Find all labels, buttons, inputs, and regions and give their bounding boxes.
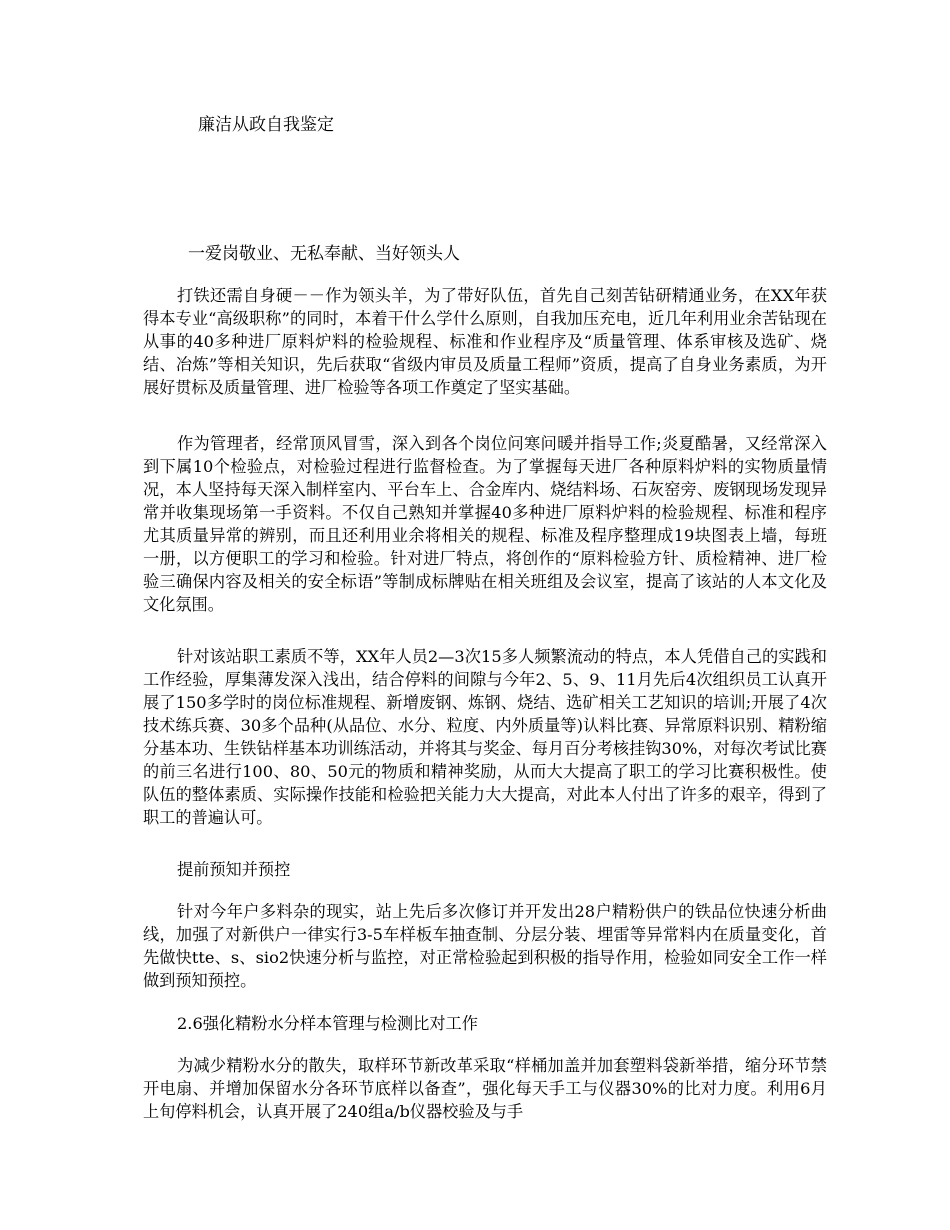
paragraph-staff-training: 针对该站职工素质不等，XX年人员2—3次15多人频繁流动的特点，本人凭借自己的实践和工作经验，厚集薄发深入浅出，结合停料的间隙与今年2、5、9、11月先后4次组织员工认真开展了150多学时的岗位标准规程、新增废钢、炼钢、烧结、选矿相关工艺知识的培训;开展了4次技术练兵赛、30多个品种(从品位、水分、粒度、内外质量等)认料比赛、异常原料识别、精粉缩分基本功、生铁钻样基本功训练活动，并将其与奖金、每月百分考核挂钩30%，对每次考试比赛的前三名进行100、80、50元的物质和精神奖励，从而大大提高了职工的学习比赛积极性。使队伍的整体素质、实际操作技能和检验把关能力大大提高，对此本人付出了许多的艰辛，得到了职工的普遍认可。 bbox=[143, 647, 827, 827]
document-title: 廉洁从政自我鉴定 bbox=[198, 115, 334, 135]
paragraph-moisture-sample: 为减少精粉水分的散失，取样环节新改革采取“样桶加盖并加套塑料袋新举措，缩分环节禁开电扇、并增加保留水分各环节底样以备查”，强化每天手工与仪器30%的比对力度。利用6月上旬停料机会，认真开展了240组a/b仪器校验及与手 bbox=[143, 1056, 827, 1121]
subheading-moisture-sample: 2.6强化精粉水分样本管理与检测比对工作 bbox=[177, 1014, 478, 1033]
paragraph-management: 作为管理者，经常顶风冒雪，深入到各个岗位问寒问暖并指导工作;炎夏酷暑，又经常深入到下属10个检验点，对检验过程进行监督检查。为了掌握每天进厂各种原料炉料的实物质量情况，本人坚持每天深入制样室内、平台车上、合金库内、烧结料场、石灰窑旁、废钢现场发现异常并收集现场第一手资料。不仅自己熟知并掌握40多种进厂原料炉料的检验规程、标准和程序尤其质量异常的辨别，而且还利用业余将相关的规程、标准及程序整理成19块图表上墙，每班一册，以方便职工的学习和检验。针对进厂特点，将创作的“原料检验方针、质检精神、进厂检验三确保内容及相关的安全标语”等制成标牌贴在相关班组及会议室，提高了该站的人本文化及文化氛围。 bbox=[143, 434, 827, 614]
subheading-prediction: 提前预知并预控 bbox=[177, 860, 291, 879]
section-heading: 一爱岗敬业、无私奉献、当好领头人 bbox=[188, 244, 460, 264]
paragraph-prediction: 针对今年户多料杂的现实，站上先后多次修订并开发出28户精粉供户的铁品位快速分析曲线，加强了对新供户一律实行3-5车样板车抽查制、分层分装、埋雷等异常料内在质量变化，首先做快tte、s、sio2快速分析与监控，对正常检验起到积极的指导作用，检验如同安全工作一样做到预知预控。 bbox=[143, 902, 827, 990]
paragraph-self-study: 打铁还需自身硬－－作为领头羊，为了带好队伍，首先自己刻苦钻研精通业务，在XX年获得本专业“高级职称”的同时，本着干什么学什么原则，自我加压充电，近几年利用业余苦钻现在从事的40多种进厂原料炉料的检验规程、标准和作业程序及“质量管理、体系审核及选矿、烧结、冶炼”等相关知识，先后获取“省级内审员及质量工程师”资质，提高了自身业务素质，为开展好贯标及质量管理、进厂检验等各项工作奠定了坚实基础。 bbox=[143, 286, 827, 397]
